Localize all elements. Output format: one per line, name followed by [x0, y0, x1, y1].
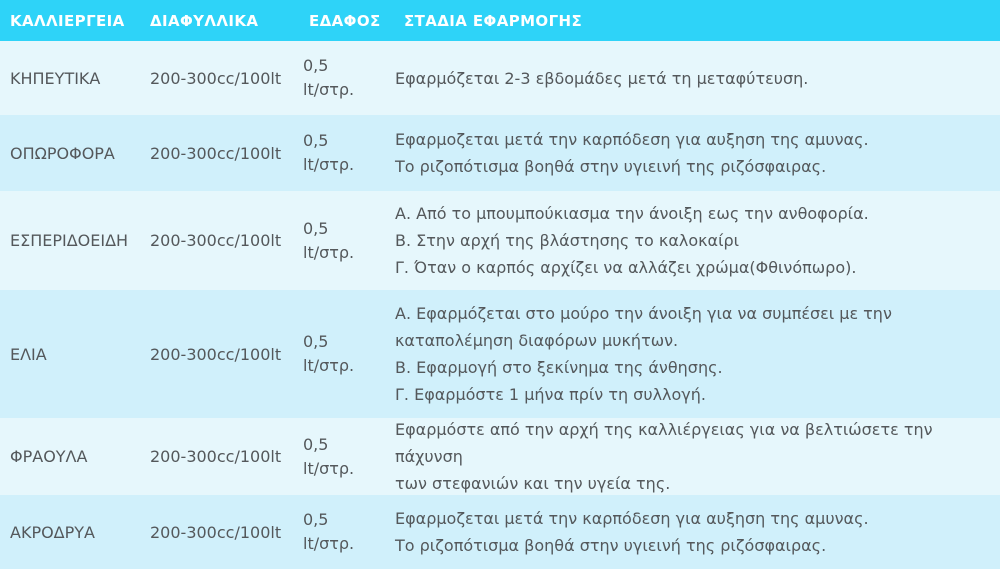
table-row	[0, 290, 1000, 418]
soil-unit: lt/στρ.	[303, 80, 355, 99]
soil-value: 0,5	[303, 510, 329, 529]
crop-cell: ΑΚΡΟΔΡΥΑ	[10, 522, 95, 542]
stage-line: Γ. Όταν ο καρπός αρχίζει να αλλάζει χρώμα(Φθινόπωρο).	[395, 258, 857, 277]
soil-cell	[303, 54, 395, 102]
stage-line: Το ριζοπότισμα βοηθά στην υγιεινή της ριζόσφαιρας.	[395, 536, 827, 555]
soil-unit: lt/στρ.	[303, 242, 355, 262]
soil-cell	[303, 129, 395, 177]
stage-line: Α. Εφαρμόζεται στο μούρο την άνοιξη για να συμπέσει με την	[395, 304, 892, 323]
stage-line: Β. Στην αρχή της βλάστησης το καλοκαίρι	[395, 231, 740, 250]
crop-cell: ΟΠΩΡΟΦΟΡΑ	[10, 143, 115, 163]
crop-cell: ΚΗΠΕΥΤΙΚΑ	[10, 68, 101, 88]
soil-unit: lt/στρ.	[303, 534, 355, 553]
stage-line: Εφαρμόστε από την αρχή της καλλιέργειας για να βελτιώσετε την πάχυνση	[395, 420, 933, 466]
soil-cell	[303, 330, 395, 378]
foliar-cell: 200-300cc/100lt	[150, 447, 282, 466]
table-row	[0, 418, 1000, 495]
foliar-cell: 200-300cc/100lt	[150, 231, 282, 250]
table-row	[0, 191, 1000, 290]
crop-cell: ΕΣΠΕΡΙΔΟΕΙΔΗ	[10, 231, 129, 250]
soil-value: 0,5	[303, 131, 329, 150]
table-row	[0, 495, 1000, 569]
table-header-row	[0, 0, 1000, 41]
crop-cell: ΦΡΑΟΥΛΑ	[10, 447, 88, 466]
soil-unit: lt/στρ.	[303, 356, 355, 375]
stage-line: Εφαρμοζεται μετά την καρπόδεση για αυξηση της αμυνας.	[395, 509, 869, 528]
table-row	[0, 115, 1000, 191]
foliar-cell: 200-300cc/100lt	[150, 522, 282, 542]
stage-line: Γ. Εφαρμόστε 1 μήνα πρίν τη συλλογή.	[395, 385, 706, 404]
soil-unit: lt/στρ.	[303, 155, 355, 174]
soil-cell	[303, 433, 395, 481]
column-header-foliar: ΔΙΑΦΥΛΛΙΚΑ	[150, 11, 259, 30]
stage-line: Α. Από το μπουμπούκιασμα την άνοιξη εως την ανθοφορία.	[395, 204, 869, 223]
crop-cell: ΕΛΙΑ	[10, 344, 47, 364]
soil-value: 0,5	[303, 218, 329, 238]
soil-unit: lt/στρ.	[303, 458, 355, 478]
column-header-crop: ΚΑΛΛΙΕΡΓΕΙΑ	[10, 11, 125, 30]
stages-cell	[395, 416, 1000, 497]
stage-line: Β. Εφαρμογή στο ξεκίνημα της άνθησης.	[395, 358, 723, 377]
foliar-cell: 200-300cc/100lt	[150, 68, 282, 88]
stages-cell	[395, 300, 1000, 408]
stage-line: Εφαρμοζεται μετά την καρπόδεση για αυξηση της αμυνας.	[395, 130, 869, 149]
stages-cell	[395, 505, 1000, 559]
stages-cell	[395, 65, 1000, 92]
stages-cell	[395, 126, 1000, 180]
foliar-cell: 200-300cc/100lt	[150, 344, 282, 364]
column-header-stages: ΣΤΑΔΙΑ ΕΦΑΡΜΟΓΗΣ	[404, 11, 583, 30]
soil-value: 0,5	[303, 332, 329, 351]
column-header-soil: ΕΔΑΦΟΣ	[309, 11, 381, 30]
stage-line: Το ριζοπότισμα βοηθά στην υγιεινή της ριζόσφαιρας.	[395, 157, 827, 176]
table-row	[0, 41, 1000, 115]
stages-cell	[395, 200, 1000, 281]
soil-value: 0,5	[303, 56, 329, 75]
soil-value: 0,5	[303, 434, 329, 454]
stage-line: των στεφανιών και την υγεία της.	[395, 474, 671, 493]
stage-line: Εφαρμόζεται 2-3 εβδομάδες μετά τη μεταφύτευση.	[395, 68, 809, 88]
foliar-cell: 200-300cc/100lt	[150, 143, 282, 163]
soil-cell	[303, 508, 395, 556]
stage-line: καταπολέμηση διαφόρων μυκήτων.	[395, 331, 679, 350]
soil-cell	[303, 217, 395, 265]
